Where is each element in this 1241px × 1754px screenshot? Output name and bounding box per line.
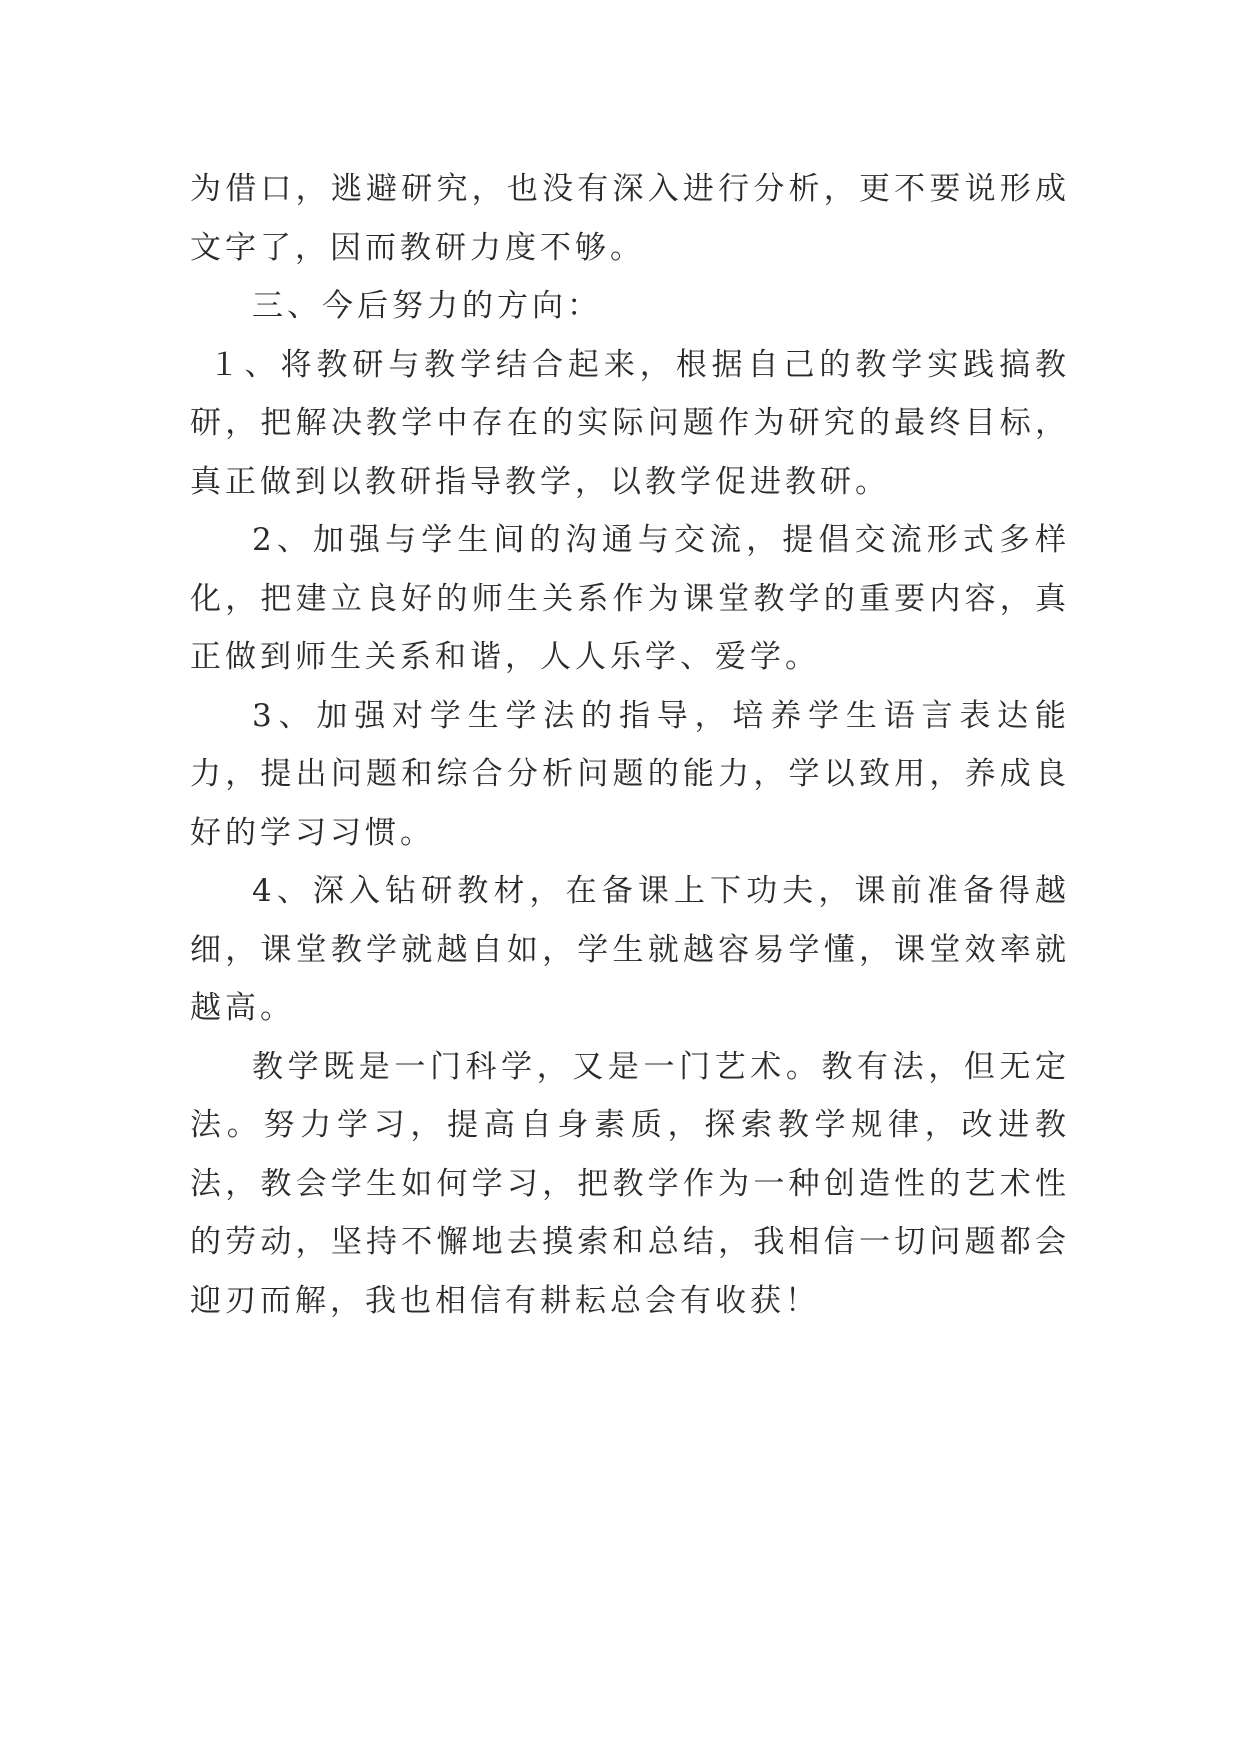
list-item-3: 3、加强对学生学法的指导，培养学生语言表达能力，提出问题和综合分析问题的能力，学以致用，养成良好的学习习惯。 — [190, 697, 1070, 851]
document-body — [190, 160, 1070, 1330]
list-item-2: 2、加强与学生间的沟通与交流，提倡交流形式多样化，把建立良好的师生关系作为课堂教学的重要内容，真正做到师生关系和谐，人人乐学、爱学。 — [190, 522, 1070, 675]
section-heading-future-direction: 三、今后努力的方向： — [252, 288, 602, 324]
list-item-1: １、将教研与教学结合起来，根据自己的教学实践搞教研，把解决教学中存在的实际问题作为研究的最终目标，真正做到以教研指导教学，以教学促进教研。 — [190, 346, 1070, 500]
list-item-4: 4、深入钻研教材，在备课上下功夫，课前准备得越细，课堂教学就越自如，学生就越容易学懂，课堂效率就越高。 — [190, 873, 1070, 1026]
paragraph-continuation: 为借口，逃避研究，也没有深入进行分析，更不要说形成文字了，因而教研力度不够。 — [190, 171, 1070, 266]
paragraph-conclusion: 教学既是一门科学，又是一门艺术。教有法，但无定法。努力学习，提高自身素质，探索教学规律，改进教法，教会学生如何学习，把教学作为一种创造性的艺术性的劳动，坚持不懈地去摸索和总结，我相信一切问题都会迎刃而解，我也相信有耕耘总会有收获！ — [190, 1048, 1070, 1319]
